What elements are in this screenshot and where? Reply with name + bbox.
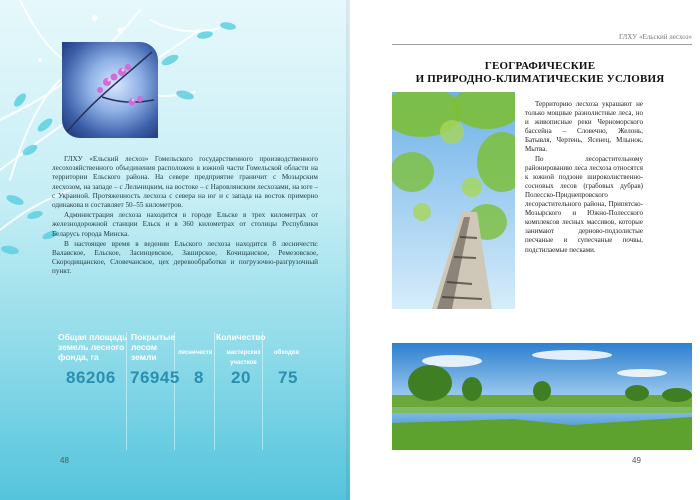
right-paragraph: По лесорастительному районированию леса лесхоза относятся к южной подзоне широколиственно-сосновых лесов (грабовых дубрав) Полесско-Приднепровского лесорастительного района, Припятско-Мозырского и Южно-Полесского комплексов лесных массивов, которые занимают дерново-подзолистые песчаные и супесчаные почвы, подстилаемые песками. xyxy=(525,154,643,254)
birch-tree-photo xyxy=(392,92,515,309)
rounds-label: обходов xyxy=(274,350,300,356)
forestries-label: лесничеств xyxy=(178,350,213,356)
lake-landscape-photo xyxy=(392,343,692,450)
blossom-photo xyxy=(62,42,158,138)
right-body-text xyxy=(525,100,643,255)
header-rule xyxy=(392,44,692,45)
section-title xyxy=(390,60,690,86)
stats-block xyxy=(56,332,322,452)
title-line-2: И ПРИРОДНО-КЛИМАТИЧЕСКИЕ УСЛОВИЯ xyxy=(415,73,665,85)
title-line-1: ГЕОГРАФИЧЕСКИЕ xyxy=(484,60,596,72)
page-number-left: 48 xyxy=(60,456,69,465)
page-number-right: 49 xyxy=(632,456,641,465)
left-paragraph: В настоящее время в ведении Ельского лесхоза находится 8 лесничеств: Валавское, Ельское, Засинцевское, Заширское, Кочищанское, Ремезовское, Скородищанское, Словечанское, цех деревообработки и погрузочно-разгрузочный пункт. xyxy=(52,239,318,276)
running-head: ГЛХУ «Ельский лесхоз» xyxy=(618,33,692,41)
forest-area-value: 76945 xyxy=(130,368,180,387)
count-header: Количество xyxy=(216,332,266,342)
right-page xyxy=(350,0,700,500)
left-paragraph: Администрация лесхоза находится в городе Ельске в трех километрах от железнодорожной станции Ельск и в 360 километрах от столицы Республики Беларусь города Минска. xyxy=(52,211,318,238)
right-paragraph: Территорию лесхоза украшают не только мощные разнолистные леса, но и живописные реки Черноморского бассейна – Словечно, Желонь, Батывля, Чертень, Ясенец, Млынок, Мытва. xyxy=(525,100,643,154)
left-body-text xyxy=(52,155,318,278)
total-area-label: Общая площадь земель лесного фонда, га xyxy=(58,332,128,362)
left-paragraph: ГЛХУ «Ельский лесхоз» Гомельского государственного производственного лесохозяйственного объединения расположен в южной части Гомельской области на территории Ельского района. На севере предприятие граничит с Мозырским лесхозом, на западе – с Лельчицким, на востоке – с Наровлянским лесхозами, на юге – с Украиной. Протяженность лесхоза с севера на юг и с запада на восток примерно одинакова и составляет 50–55 километров. xyxy=(52,155,318,210)
workshops-value: 20 xyxy=(231,368,251,387)
workshops-label: мастерских участков xyxy=(226,350,261,366)
rounds-value: 75 xyxy=(278,368,298,387)
forest-area-label: Покрытые лесом земли xyxy=(131,332,176,362)
forestries-value: 8 xyxy=(194,368,204,387)
total-area-value: 86206 xyxy=(66,368,116,387)
